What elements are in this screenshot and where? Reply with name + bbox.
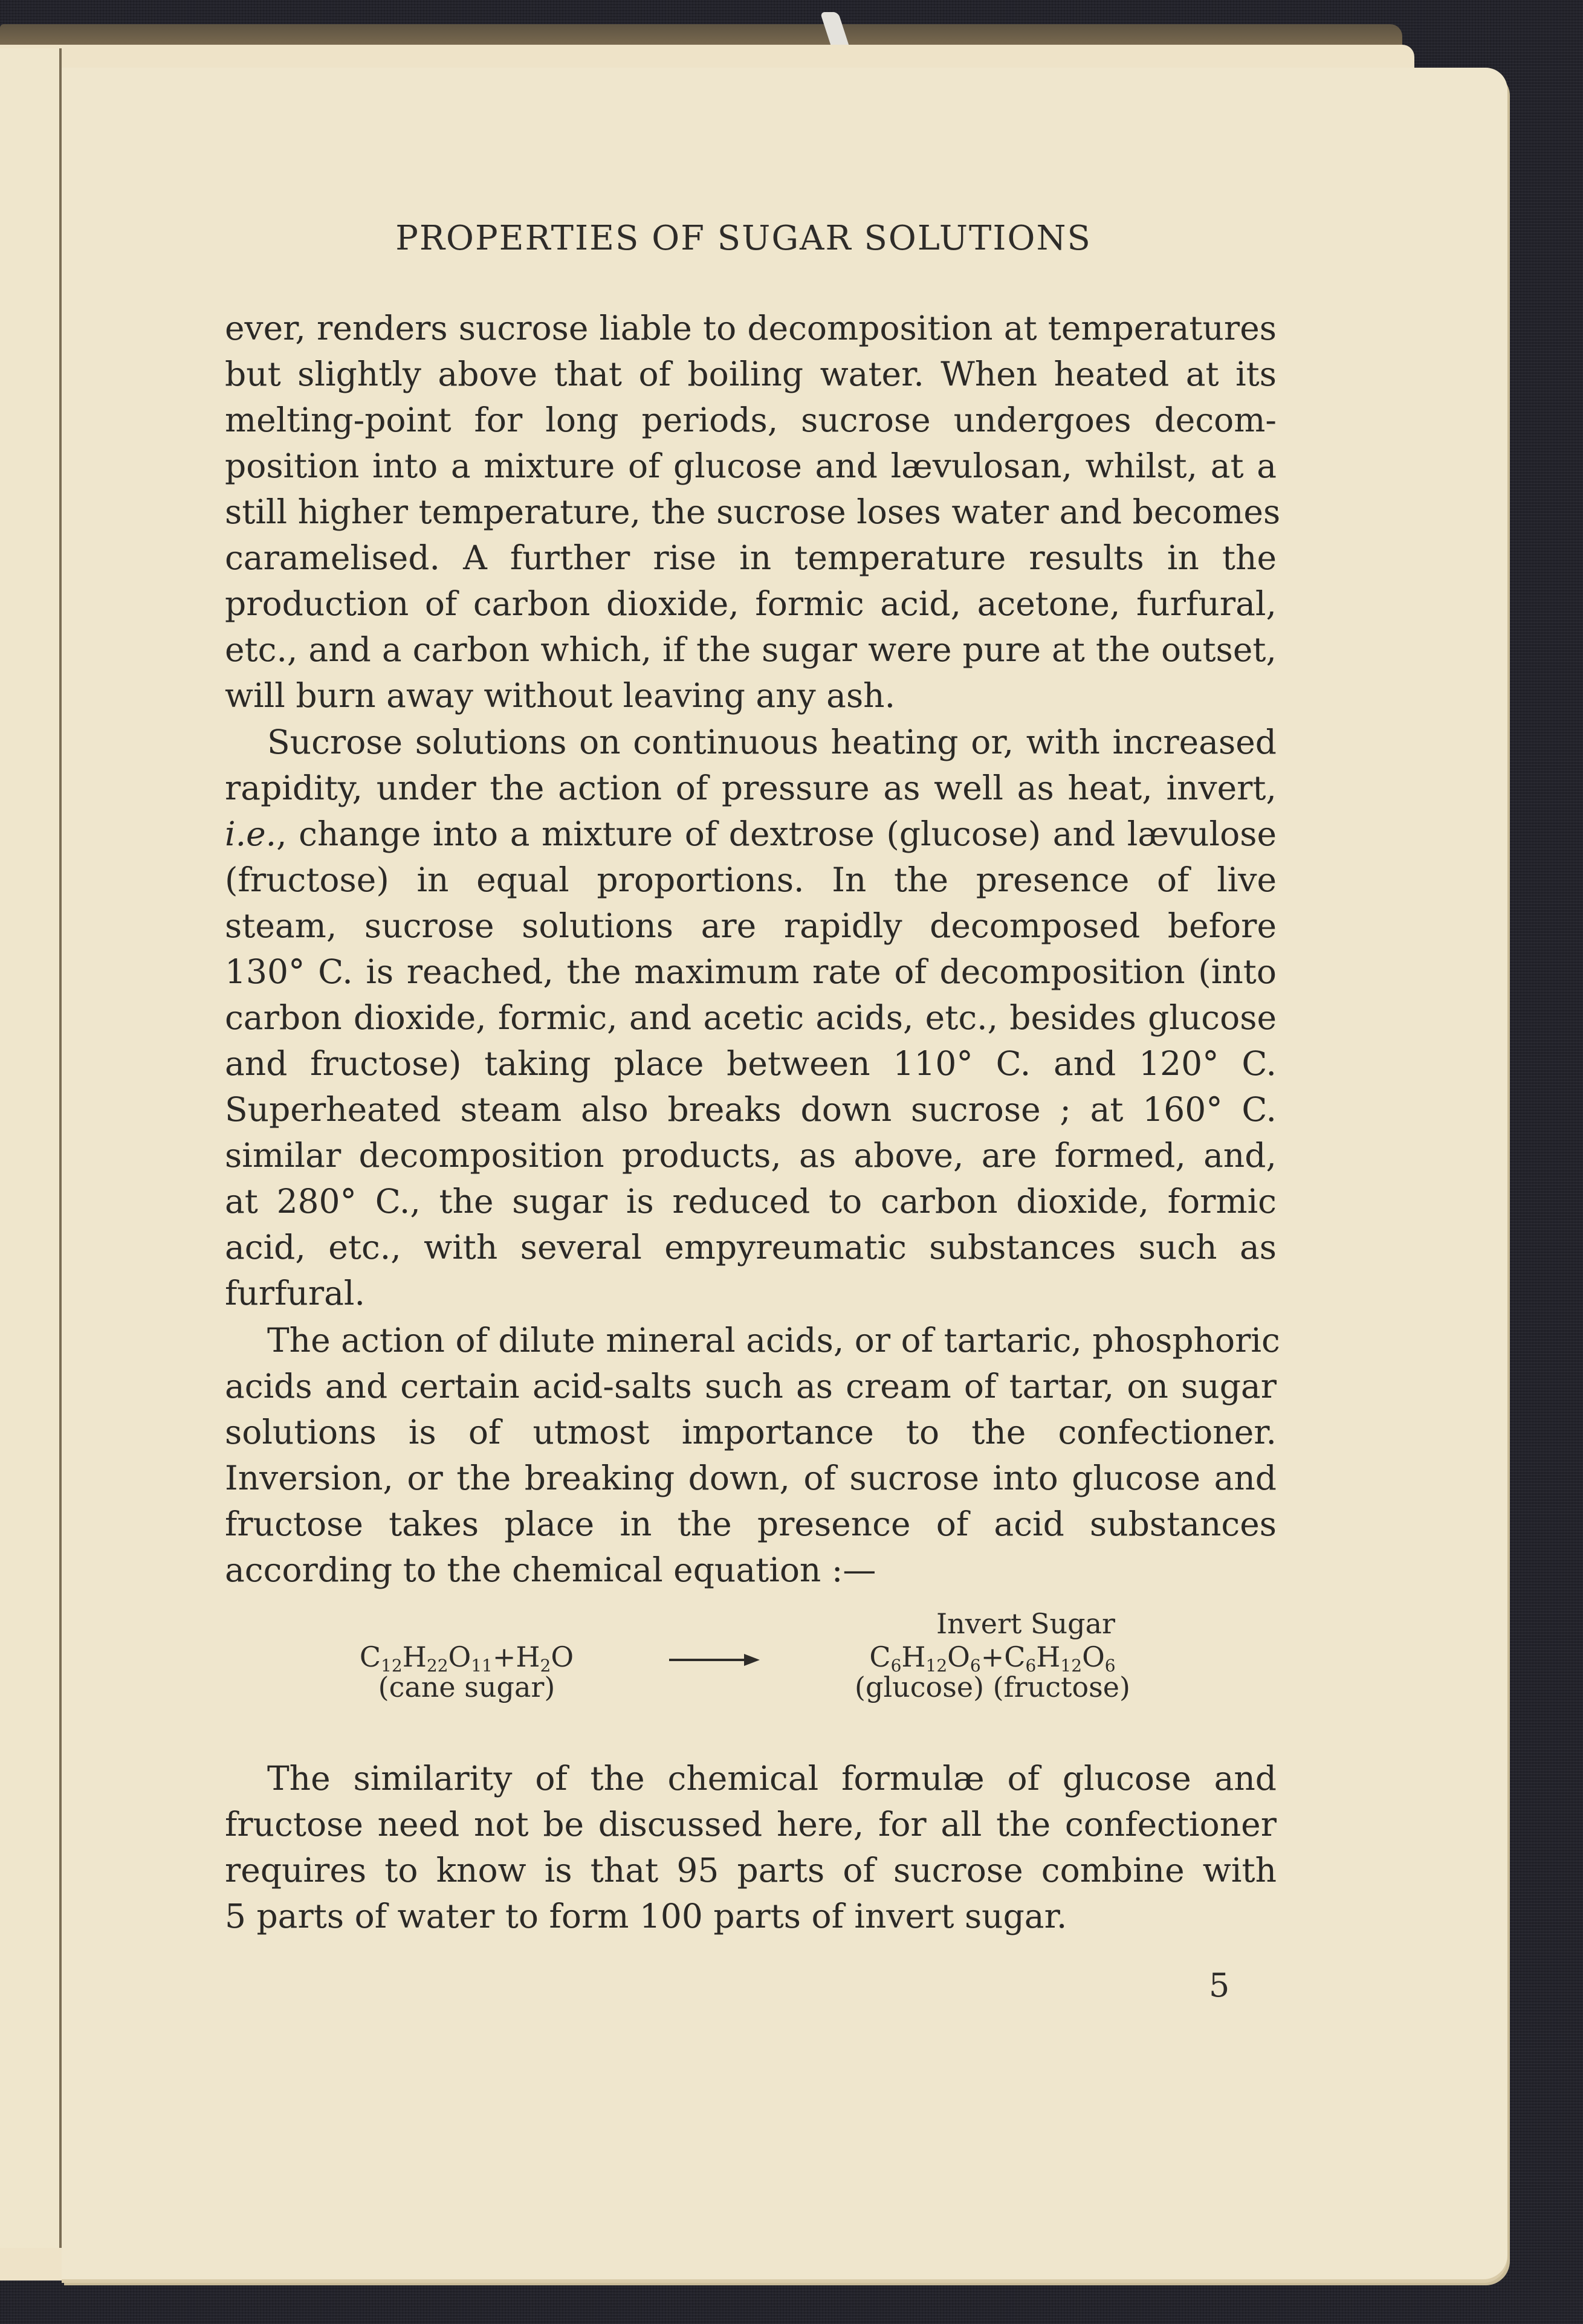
- reactant-caption: (cane sugar): [378, 1671, 555, 1703]
- text-line: ever, renders sucrose liable to decomposition at temperatures: [225, 309, 1277, 347]
- text-line: similar decomposition products, as above, are formed, and,: [225, 1136, 1277, 1175]
- text-line: caramelised. A further rise in temperature results in the: [225, 538, 1277, 577]
- paragraph-4: [225, 1755, 1277, 1939]
- arrow-right-icon: [669, 1656, 760, 1664]
- running-head: PROPERTIES OF SUGAR SOLUTIONS: [395, 219, 1092, 258]
- text-line: according to the chemical equation :—: [225, 1551, 876, 1589]
- text-line: 5 parts of water to form 100 parts of invert sugar.: [225, 1897, 1067, 1935]
- product-formula: $C_6H_{12}O_6+C_6H_{12}O_6$: [869, 1641, 1116, 1676]
- text-line: fructose takes place in the presence of acid substances: [225, 1505, 1277, 1543]
- text-line: 130° C. is reached, the maximum rate of decomposition (into: [225, 952, 1277, 991]
- text-line: steam, sucrose solutions are rapidly decomposed before: [225, 906, 1277, 945]
- text-line: still higher temperature, the sucrose loses water and becomes: [225, 492, 1281, 531]
- equation-reactants: [334, 1641, 600, 1703]
- text-line: furfural.: [225, 1274, 366, 1312]
- text-line: will burn away without leaving any ash.: [225, 676, 896, 715]
- facing-page-edge: [0, 48, 62, 2248]
- text-line: Sucrose solutions on continuous heating or, with increased: [267, 723, 1277, 761]
- paragraph-2: [225, 719, 1277, 1316]
- text-line: Inversion, or the breaking down, of sucrose into glucose and: [225, 1459, 1277, 1497]
- text-line: fructose need not be discussed here, for all the confectioner: [225, 1805, 1277, 1844]
- equation-products: [823, 1641, 1162, 1703]
- text-line: etc., and a carbon which, if the sugar were pure at the outset,: [225, 630, 1277, 669]
- text-line: carbon dioxide, formic, and acetic acids, etc., besides glucose: [225, 998, 1277, 1037]
- text-line: The action of dilute mineral acids, or of tartaric, phosphoric: [267, 1321, 1280, 1360]
- text-line: melting-point for long periods, sucrose undergoes decom-: [225, 401, 1277, 439]
- text-line: at 280° C., the sugar is reduced to carbon dioxide, formic: [225, 1182, 1277, 1221]
- reactant-formula: $C_{12}H_{22}O_{11}+H_2O$: [359, 1641, 574, 1676]
- text-line: acid, etc., with several empyreumatic substances such as: [225, 1228, 1277, 1267]
- text-line: Superheated steam also breaks down sucrose ; at 160° C.: [225, 1090, 1277, 1129]
- equation-product-label: Invert Sugar: [936, 1607, 1116, 1640]
- text-line: rapidity, under the action of pressure as well as heat, invert,: [225, 769, 1277, 807]
- text-line: production of carbon dioxide, formic acid, acetone, furfural,: [225, 584, 1277, 623]
- text-line: requires to know is that 95 parts of sucrose combine with: [225, 1851, 1277, 1890]
- text-line: i.e., change into a mixture of dextrose (glucose) and lævulose: [225, 815, 1277, 853]
- text-line: but slightly above that of boiling water. When heated at its: [225, 355, 1277, 393]
- page-number: 5: [1209, 1966, 1230, 2004]
- paragraph-3: [225, 1317, 1280, 1593]
- text-line: acids and certain acid-salts such as cream of tartar, on sugar: [225, 1367, 1277, 1406]
- text-line: position into a mixture of glucose and lævulosan, whilst, at a: [225, 447, 1277, 485]
- text-line: (fructose) in equal proportions. In the presence of live: [225, 860, 1277, 899]
- text-line: solutions is of utmost importance to the confectioner.: [225, 1413, 1277, 1451]
- product-caption: (glucose) (fructose): [855, 1671, 1130, 1703]
- paragraph-1: [225, 305, 1281, 718]
- chemical-equation: [225, 1607, 1277, 1716]
- text-line: and fructose) taking place between 110° C. and 120° C.: [225, 1044, 1277, 1083]
- text-line: The similarity of the chemical formulæ of glucose and: [267, 1759, 1277, 1798]
